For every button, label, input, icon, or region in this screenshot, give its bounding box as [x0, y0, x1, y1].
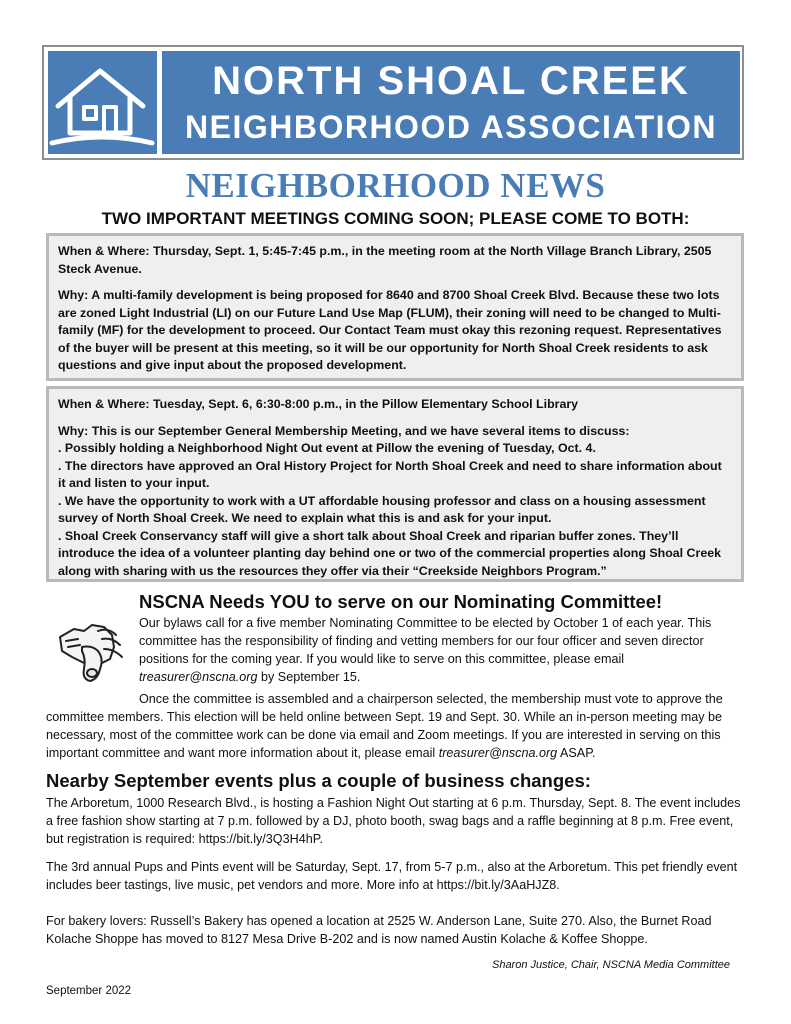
email-link[interactable]: treasurer@nscna.org	[139, 670, 258, 684]
email-link[interactable]: treasurer@nscna.org	[438, 746, 558, 760]
nominating-paragraph-2: Once the committee is assembled and a chairperson selected, the membership must vote to approve the committee members. This election will be held online between Sept. 19 and Sept. 30. While an in-person meeting may be necessary, most of the committee work can be done via email and Zoom meetings. If you are interested in serving on this important committee and want more information about it, please email treasurer@nscna.org ASAP.	[46, 692, 723, 760]
meeting2-item: . We have the opportunity to work with a UT affordable housing professor and class on a housing assessment survey of North Shoal Creek. We need to explain what this is and ask for your input.	[58, 493, 706, 525]
meeting2-when: When & Where: Tuesday, Sept. 6, 6:30-8:00 p.m., in the Pillow Elementary School Library	[58, 397, 579, 411]
masthead-line2: NEIGHBORHOOD ASSOCIATION	[184, 109, 717, 145]
meeting2-box	[46, 386, 744, 582]
meeting1-box	[46, 233, 744, 381]
events-paragraph-3: For bakery lovers: Russell’s Bakery has opened a location at 2525 W. Anderson Lane, Suite 270. Also, the Burnet Road Kolache Shoppe has moved to 8127 Mesa Drive B-202 and is now named Austin Kolache & Koffee Shoppe.	[46, 914, 712, 946]
meeting1-why: Why: A multi-family development is being proposed for 8640 and 8700 Shoal Creek Blvd. Because these two lots are zoned Light Industrial (LI) on our Future Land Use Map (FLUM), their zoning will need to be changed to Multi-family (MF) for the development to proceed. Our Contact Team must okay this rezoning request. Representatives of the buyer will be present at this meeting, so it will be our opportunity for North Shoal Creek residents to ask questions and give input about the proposed development.	[58, 288, 722, 372]
meeting2-item: . The directors have approved an Oral History Project for North Shoal Creek and need to share information about it and listen to your input.	[58, 458, 722, 490]
logo	[48, 51, 157, 154]
masthead-title	[162, 51, 740, 154]
masthead-line1: NORTH SHOAL CREEK	[212, 59, 690, 103]
nominating-paragraph-1: Our bylaws call for a five member Nominating Committee to be elected by October 1 of each year. This committee has the responsibility of finding and vetting members for our four officer and seven director positions for the coming year. If you would like to serve on this committee, please email treasurer@nscna.org by September 15.	[139, 616, 712, 684]
newsletter-title: NEIGHBORHOOD NEWS	[185, 166, 606, 205]
signature: Sharon Justice, Chair, NSCNA Media Committee	[491, 959, 730, 971]
meeting1-when: When & Where: Thursday, Sept. 1, 5:45-7:45 p.m., in the meeting room at the North Village Branch Library, 2505 Steck Avenue.	[58, 244, 712, 276]
nominating-heading: NSCNA Needs YOU to serve on our Nominating Committee!	[139, 591, 663, 612]
events-heading: Nearby September events plus a couple of business changes:	[46, 770, 591, 791]
masthead	[42, 45, 744, 160]
pointing-hand-icon	[58, 617, 126, 687]
meetings-heading: TWO IMPORTANT MEETINGS COMING SOON; PLEASE COME TO BOTH:	[101, 209, 690, 228]
footer-date: September 2022	[46, 985, 132, 997]
meeting2-item: . Possibly holding a Neighborhood Night Out event at Pillow the evening of Tuesday, Oct. 4.	[58, 441, 596, 455]
meeting2-why: Why: This is our September General Membership Meeting, and we have several items to discuss:	[58, 423, 630, 438]
house-icon	[48, 51, 157, 154]
events-paragraph-2: The 3rd annual Pups and Pints event will be Saturday, Sept. 17, from 5-7 p.m., also at the Arboretum. This pet friendly event includes beer tastings, live music, pet vendors and more. More info at https://bit.ly/3AaHJZ8.	[46, 860, 738, 892]
events-paragraph-1: The Arboretum, 1000 Research Blvd., is hosting a Fashion Night Out starting at 6 p.m. Thursday, Sept. 8. The event includes a free fashion show starting at 7 p.m. followed by a DJ, photo booth, swag bags and a raffle beginning at 8 p.m. Free event, but registration is required: https://bit.ly/3Q3H4hP.	[46, 796, 741, 846]
meeting2-item: . Shoal Creek Conservancy staff will give a short talk about Shoal Creek and riparian buffer zones. They’ll introduce the idea of a volunteer planting day behind one or two of the commercial properties along Shoal Creek along with sharing with us the resources they offer via their “Creekside Neighbors Program.”	[58, 528, 722, 578]
